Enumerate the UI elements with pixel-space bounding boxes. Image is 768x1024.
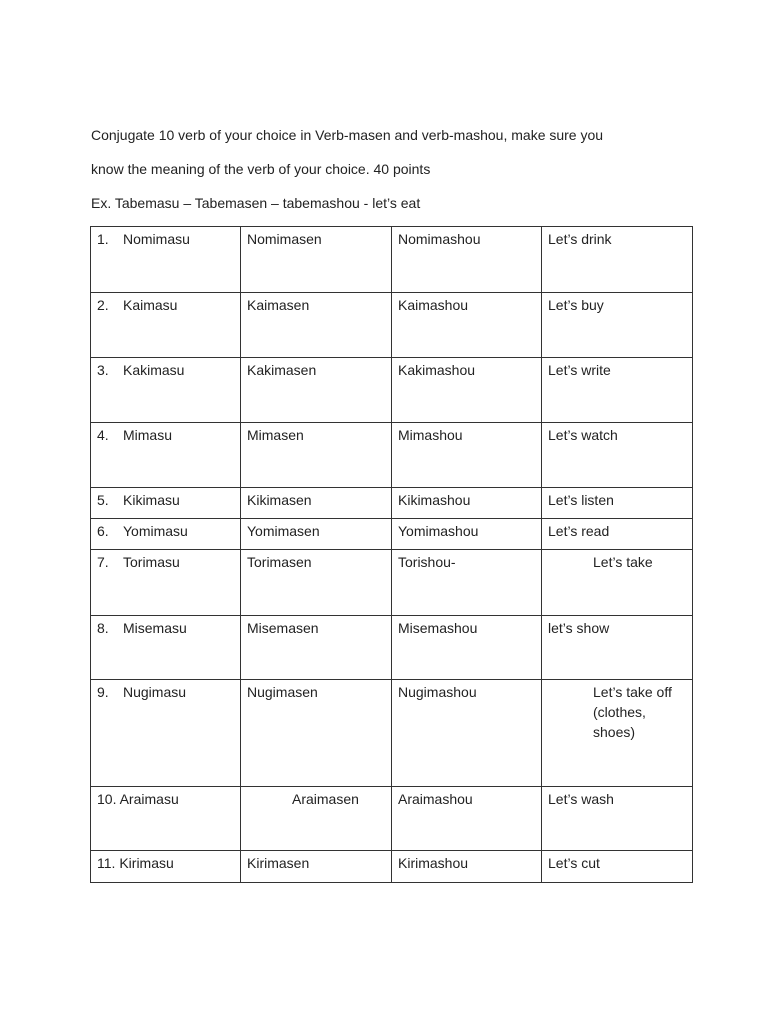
meaning-text: Let’s take off (clothes, shoes) (593, 684, 672, 740)
mashou-cell: Nomimashou (392, 227, 542, 293)
row-number: 6. (97, 523, 109, 539)
table-row (91, 423, 693, 488)
masu-form: Kaimasu (123, 297, 178, 313)
instruction-line-1: Conjugate 10 verb of your choice in Verb-masen and verb-mashou, make sure you (91, 127, 604, 143)
masen-cell (241, 787, 392, 851)
mashou-cell: Nugimashou (392, 680, 542, 787)
table-row (91, 227, 693, 293)
meaning-cell: Let’s wash (542, 787, 693, 851)
verb-conjugation-table (90, 226, 693, 883)
mashou-cell: Torishou- (392, 550, 542, 616)
masen-cell: Mimasen (241, 423, 392, 488)
mashou-cell: Misemashou (392, 616, 542, 680)
masu-cell (91, 851, 241, 883)
masu-form: Nomimasu (123, 231, 190, 247)
row-number: 10. (97, 791, 117, 807)
masen-cell: Misemasen (241, 616, 392, 680)
row-number: 8. (97, 620, 109, 636)
instruction-line-2: know the meaning of the verb of your choice. 40 points (91, 161, 431, 177)
mashou-cell: Yomimashou (392, 519, 542, 550)
masu-form: Kirimasu (119, 855, 174, 871)
meaning-cell: let’s show (542, 616, 693, 680)
masu-cell (91, 519, 241, 550)
row-number: 11. (97, 855, 116, 871)
masen-cell: Torimasen (241, 550, 392, 616)
masu-cell (91, 423, 241, 488)
masu-cell (91, 680, 241, 787)
masu-cell (91, 488, 241, 519)
table-row (91, 550, 693, 616)
masu-form: Mimasu (123, 427, 173, 443)
meaning-text: Let’s take (593, 554, 653, 570)
row-number: 1. (97, 231, 109, 247)
table-row (91, 680, 693, 787)
meaning-cell: Let’s cut (542, 851, 693, 883)
masu-form: Torimasu (123, 554, 180, 570)
masen-cell: Kirimasen (241, 851, 392, 883)
row-number: 5. (97, 492, 109, 508)
masu-cell (91, 358, 241, 423)
masen-cell: Nugimasen (241, 680, 392, 787)
row-number: 4. (97, 427, 109, 443)
row-number: 9. (97, 684, 109, 700)
row-number: 2. (97, 297, 109, 313)
masu-cell (91, 616, 241, 680)
table-row (91, 851, 693, 883)
masu-cell (91, 293, 241, 358)
masu-cell (91, 227, 241, 293)
meaning-cell: Let’s buy (542, 293, 693, 358)
masu-form: Kikimasu (123, 492, 180, 508)
masu-cell (91, 787, 241, 851)
table-row (91, 616, 693, 680)
table-row (91, 519, 693, 550)
mashou-cell: Kaimashou (392, 293, 542, 358)
masen-cell: Kaimasen (241, 293, 392, 358)
masen-text: Araimasen (292, 791, 359, 807)
masen-cell: Yomimasen (241, 519, 392, 550)
masu-form: Misemasu (123, 620, 187, 636)
mashou-cell: Mimashou (392, 423, 542, 488)
table-row (91, 358, 693, 423)
meaning-cell (542, 680, 693, 787)
mashou-cell: Kikimashou (392, 488, 542, 519)
table-row (91, 488, 693, 519)
meaning-cell (542, 550, 693, 616)
example-line: Ex. Tabemasu – Tabemasen – tabemashou - let’s eat (91, 195, 421, 211)
table-row (91, 293, 693, 358)
mashou-cell: Araimashou (392, 787, 542, 851)
row-number: 3. (97, 362, 109, 378)
meaning-cell: Let’s read (542, 519, 693, 550)
masu-form: Kakimasu (123, 362, 185, 378)
row-number: 7. (97, 554, 109, 570)
meaning-cell: Let’s listen (542, 488, 693, 519)
masu-form: Araimasu (119, 791, 179, 807)
mashou-cell: Kakimashou (392, 358, 542, 423)
meaning-cell: Let’s drink (542, 227, 693, 293)
masu-cell (91, 550, 241, 616)
table-row (91, 787, 693, 851)
masen-cell: Kakimasen (241, 358, 392, 423)
masen-cell: Nomimasen (241, 227, 392, 293)
masu-form: Nugimasu (123, 684, 187, 700)
mashou-cell: Kirimashou (392, 851, 542, 883)
meaning-cell: Let’s write (542, 358, 693, 423)
masu-form: Yomimasu (123, 523, 188, 539)
masen-cell: Kikimasen (241, 488, 392, 519)
meaning-cell: Let’s watch (542, 423, 693, 488)
